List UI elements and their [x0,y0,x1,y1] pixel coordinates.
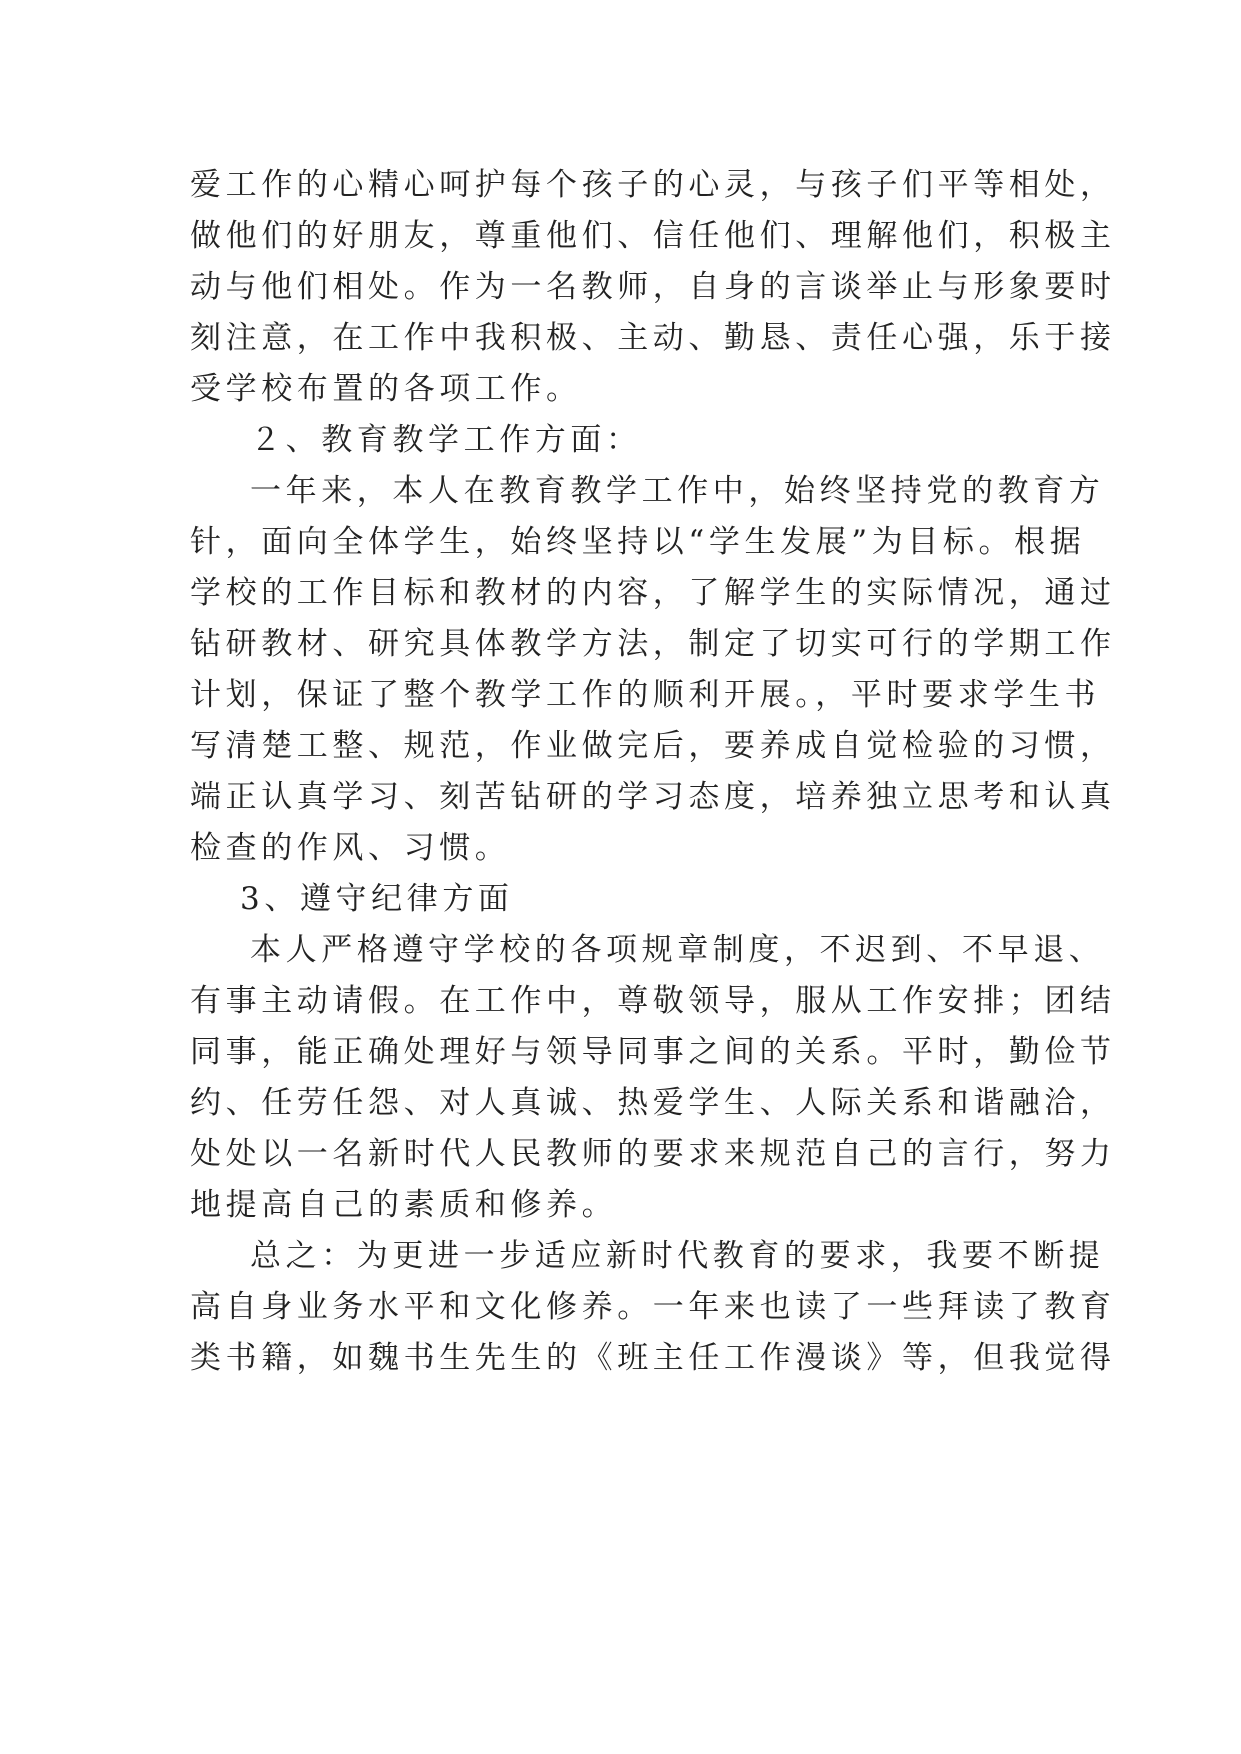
text-line: 高自身业务水平和文化修养。一年来也读了一些拜读了教育 [190,1289,1116,1325]
text-line: 计划，保证了整个教学工作的顺利开展。，平时要求学生书 [190,677,1101,713]
paragraph-start: 总之：为更进一步适应新时代教育的要求，我要不断提 [250,1238,1105,1274]
text-line: 做他们的好朋友，尊重他们、信任他们、理解他们，积极主 [190,218,1116,254]
text-line: 有事主动请假。在工作中，尊敬领导，服从工作安排；团结 [190,983,1116,1019]
text-line: 刻注意，在工作中我积极、主动、勤恳、责任心强，乐于接 [190,320,1116,356]
document-page [190,160,1116,1384]
text-line: 学校的工作目标和教材的内容，了解学生的实际情况，通过 [190,575,1116,611]
text-line: 端正认真学习、刻苦钻研的学习态度，培养独立思考和认真 [190,779,1116,815]
text-line: 钻研教材、研究具体教学方法，制定了切实可行的学期工作 [190,626,1116,662]
text-line: 类书籍，如魏书生先生的《班主任工作漫谈》等，但我觉得 [190,1340,1116,1376]
text-line: 约、任劳任怨、对人真诚、热爱学生、人际关系和谐融洽， [190,1085,1116,1121]
paragraph-start: 本人严格遵守学校的各项规章制度，不迟到、不早退、 [250,932,1105,968]
text-line: 处处以一名新时代人民教师的要求来规范自己的言行，努力 [190,1136,1116,1172]
text-line: 地提高自己的素质和修养。 [190,1187,618,1223]
text-line: 同事，能正确处理好与领导同事之间的关系。平时，勤俭节 [190,1034,1116,1070]
text-line: 动与他们相处。作为一名教师，自身的言谈举止与形象要时 [190,269,1116,305]
text-line: 爱工作的心精心呵护每个孩子的心灵，与孩子们平等相处， [190,167,1116,203]
paragraph-start: 一年来，本人在教育教学工作中，始终坚持党的教育方 [250,473,1105,509]
text-line: 写清楚工整、规范，作业做完后，要养成自觉检验的习惯， [190,728,1116,764]
text-line: 受学校布置的各项工作。 [190,371,582,407]
text-line: 检查的作风、习惯。 [190,830,511,866]
section-heading: ２、教育教学工作方面： [250,422,642,458]
section-heading: 3、遵守纪律方面 [240,881,514,917]
text-line: 针，面向全体学生，始终坚持以“学生发展”为目标。根据 [190,524,1086,560]
